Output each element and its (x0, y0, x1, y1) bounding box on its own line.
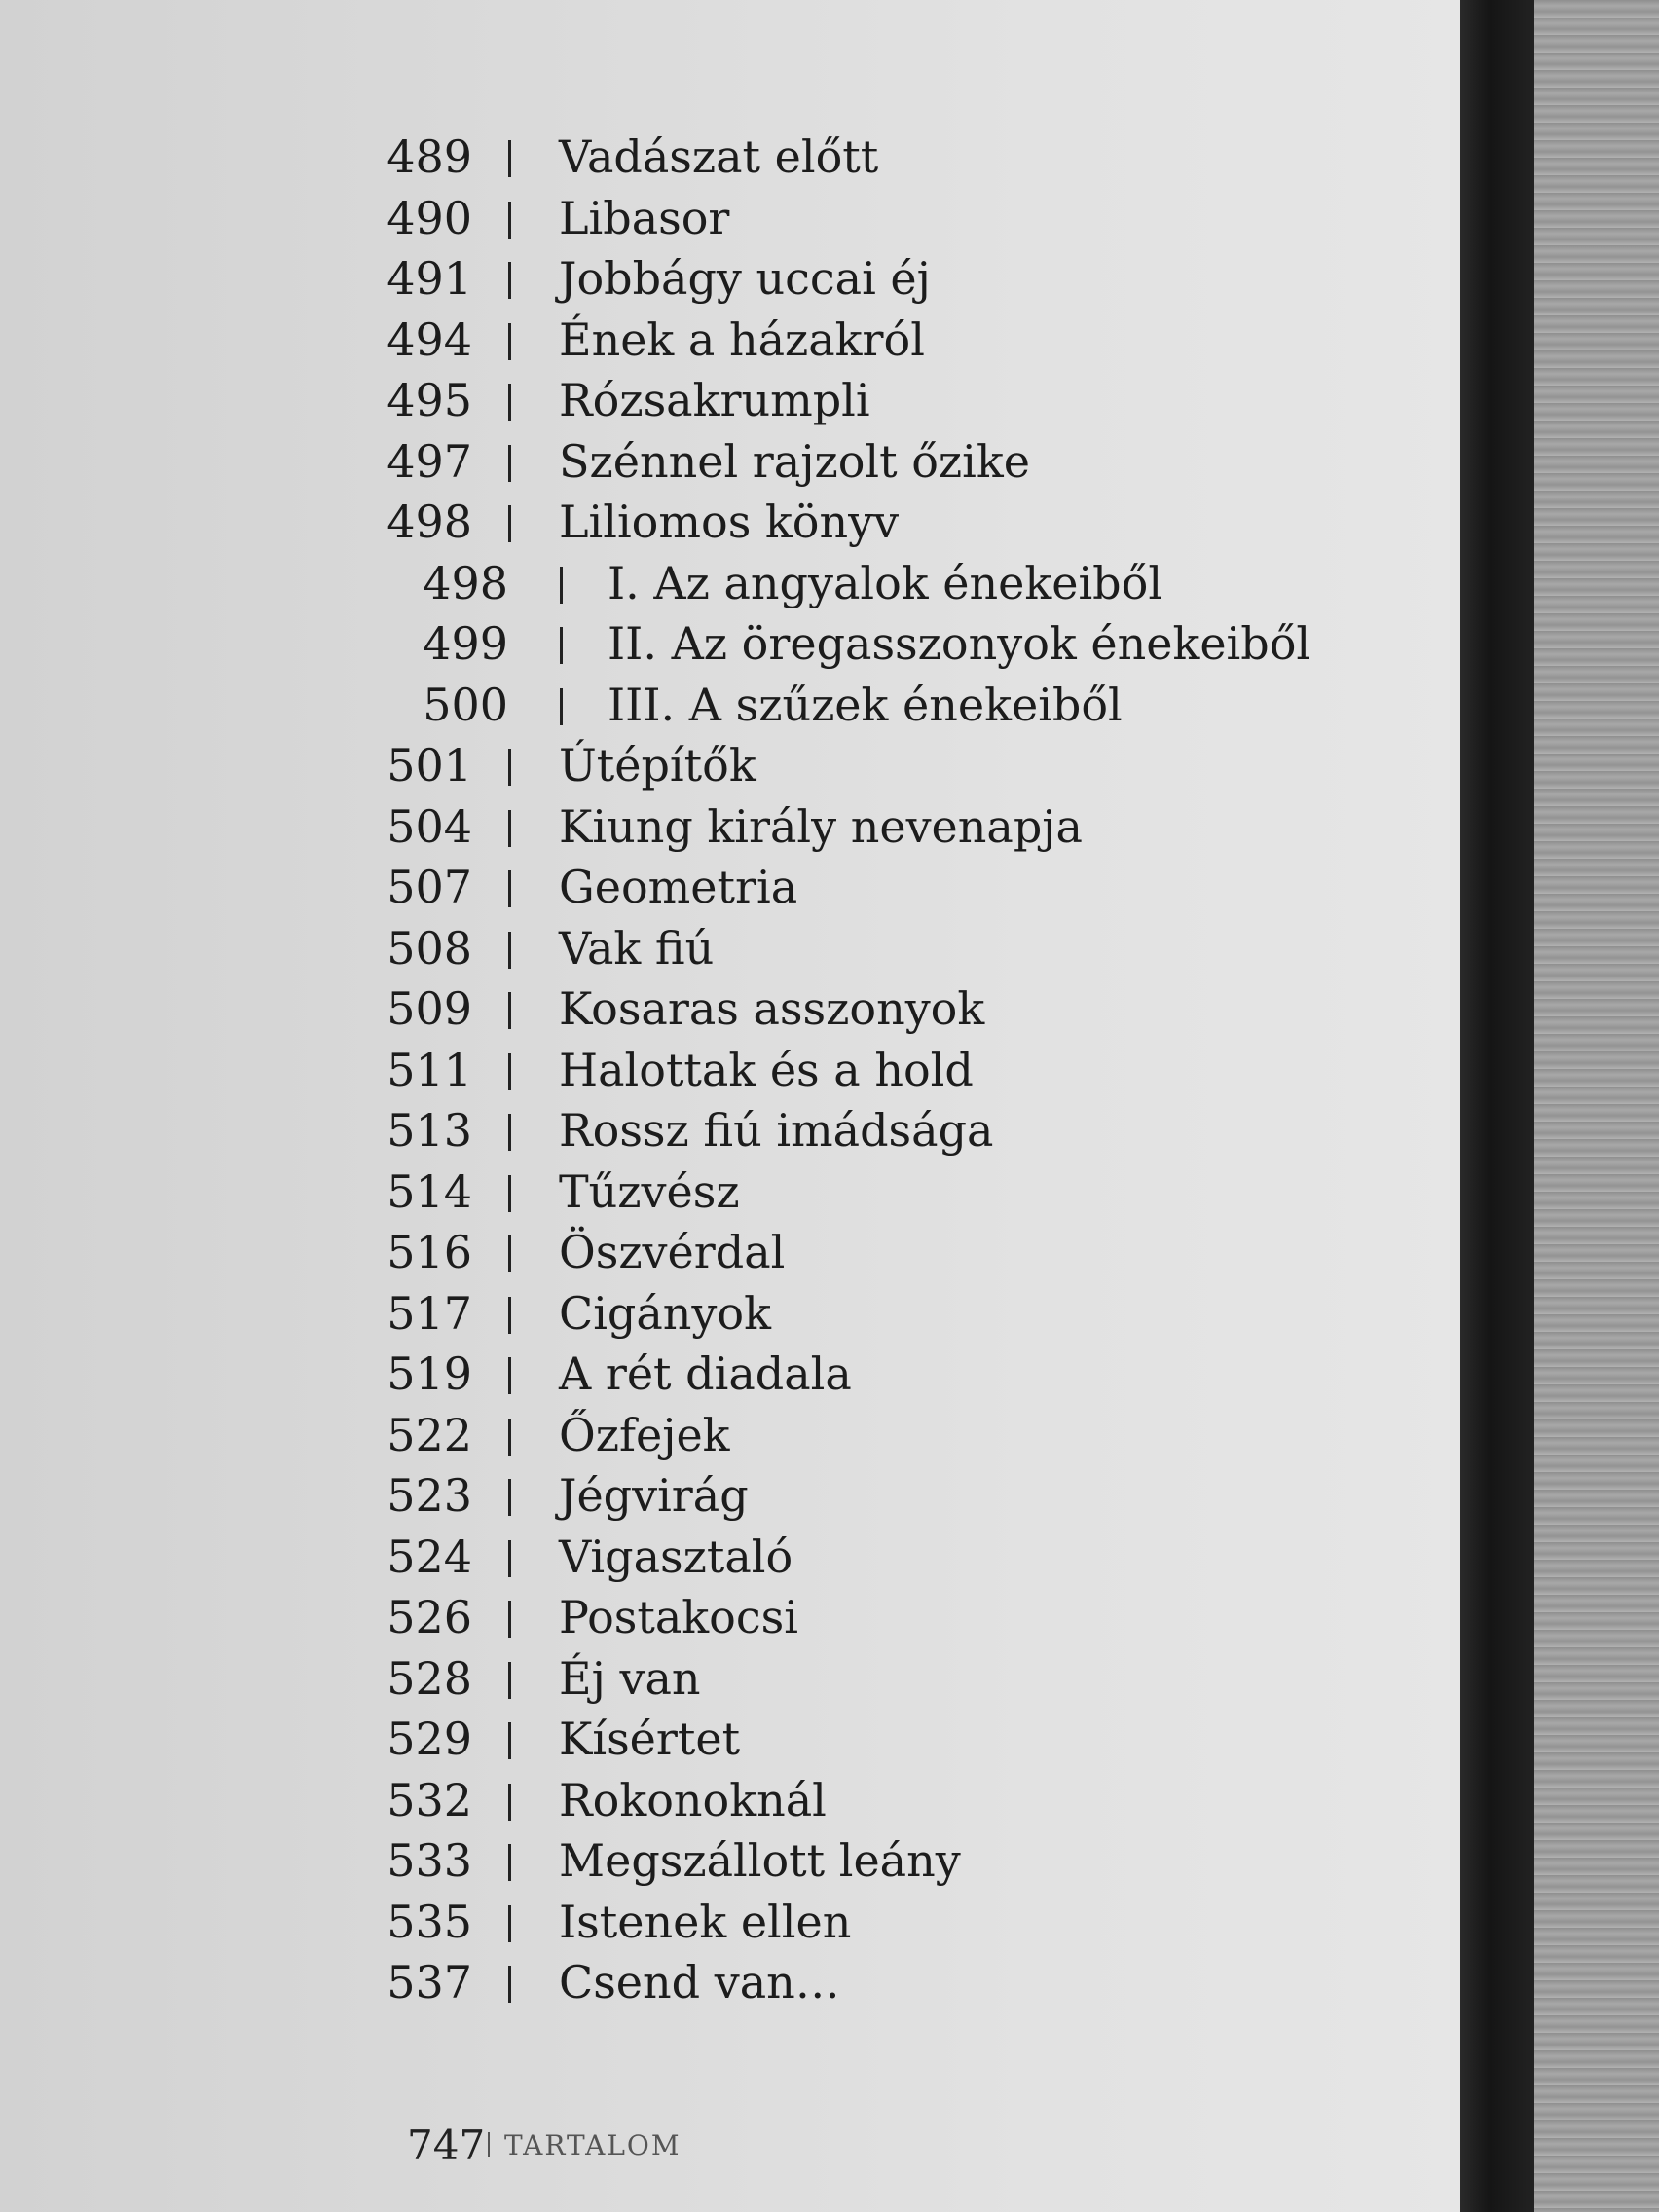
toc-title: Cigányok (559, 1286, 771, 1340)
toc-page-number: 532 (387, 1773, 472, 1826)
toc-page-number: 498 (387, 496, 472, 548)
toc-page-number: 514 (387, 1164, 472, 1218)
toc-separator (508, 1114, 511, 1151)
toc-entry (292, 1040, 1363, 1101)
toc-entry (292, 1161, 1363, 1223)
toc-entry (292, 248, 1363, 310)
toc-title: Csend van… (559, 1956, 840, 2009)
toc-page-number: 516 (387, 1226, 472, 1278)
toc-separator (508, 1053, 511, 1090)
toc-entry (292, 127, 1363, 188)
toc-title: Szénnel rajzolt őzike (559, 434, 1030, 488)
toc-page-number: 497 (387, 434, 472, 488)
page-number: 747 (407, 2121, 486, 2169)
footer-separator (488, 2132, 490, 2157)
toc-page-number: 522 (387, 1408, 472, 1461)
toc-entry (292, 1648, 1363, 1710)
toc-title: Istenek ellen (559, 1895, 852, 1948)
toc-page-number: 504 (387, 799, 472, 853)
toc-separator (508, 1905, 511, 1942)
toc-title: II. Az öregasszonyok énekeiből (608, 617, 1311, 670)
toc-entry (292, 918, 1363, 979)
toc-page-number: 523 (387, 1469, 472, 1522)
toc-page-number: 495 (387, 374, 472, 426)
toc-page-number: 537 (387, 1956, 472, 2009)
toc-page-number: 524 (387, 1530, 472, 1583)
toc-page-number: 494 (387, 313, 472, 366)
toc-separator (508, 1235, 511, 1272)
background-surface (1534, 0, 1659, 2212)
toc-separator (508, 1844, 511, 1881)
toc-separator (508, 749, 511, 786)
toc-subentry (292, 675, 1363, 736)
toc-title: Postakocsi (559, 1591, 798, 1643)
toc-page-number: 533 (387, 1834, 472, 1887)
toc-page-number: 528 (387, 1651, 472, 1705)
toc-page-number: 513 (387, 1104, 472, 1157)
toc-entry (292, 1770, 1363, 1831)
toc-separator (508, 932, 511, 969)
toc-entry (292, 857, 1363, 918)
toc-page-number: 499 (423, 617, 508, 670)
toc-separator (508, 870, 511, 907)
toc-entry (292, 370, 1363, 431)
book-spine (1460, 0, 1534, 2212)
toc-page-number: 507 (387, 861, 472, 913)
toc-page-number: 501 (387, 739, 472, 792)
toc-separator (508, 445, 511, 482)
toc-title: Rózsakrumpli (559, 374, 870, 426)
toc-page-number: 498 (423, 556, 508, 609)
toc-separator (508, 1419, 511, 1456)
toc-separator (508, 1784, 511, 1821)
toc-entry (292, 310, 1363, 371)
toc-title: Libasor (559, 191, 730, 244)
toc-separator (508, 1479, 511, 1516)
toc-entry (292, 492, 1363, 553)
table-of-contents (292, 127, 1363, 2013)
toc-title: III. A szűzek énekeiből (608, 678, 1123, 731)
toc-entry (292, 1344, 1363, 1405)
toc-page-number: 491 (387, 252, 472, 305)
toc-page-number: 500 (423, 678, 508, 731)
toc-separator (508, 1662, 511, 1699)
toc-title: Kísértet (559, 1713, 741, 1765)
toc-separator (508, 505, 511, 542)
toc-separator (508, 323, 511, 360)
toc-title: Tűzvész (559, 1164, 740, 1218)
toc-subentry (292, 553, 1363, 614)
toc-title: Jégvirág (559, 1469, 749, 1522)
toc-separator (508, 1601, 511, 1638)
section-label: TARTALOM (504, 2129, 682, 2161)
toc-separator (508, 384, 511, 421)
toc-title: I. Az angyalok énekeiből (608, 556, 1163, 609)
toc-page-number: 517 (387, 1286, 472, 1340)
toc-entry (292, 1709, 1363, 1770)
toc-title: Kosaras asszonyok (559, 982, 985, 1035)
toc-separator (560, 567, 563, 604)
toc-entry (292, 978, 1363, 1040)
toc-separator (508, 1175, 511, 1212)
toc-title: Öszvérdal (559, 1226, 786, 1278)
toc-title: Geometria (559, 861, 798, 913)
toc-separator (508, 1966, 511, 2003)
toc-separator (508, 202, 511, 239)
toc-entry (292, 1830, 1363, 1892)
toc-entry (292, 188, 1363, 249)
toc-separator (508, 1722, 511, 1759)
toc-title: Éj van (559, 1651, 701, 1705)
toc-entry (292, 431, 1363, 493)
toc-entry (292, 1283, 1363, 1345)
toc-separator (508, 1540, 511, 1577)
toc-entry (292, 1222, 1363, 1283)
toc-entry (292, 1587, 1363, 1648)
toc-page-number: 508 (387, 921, 472, 975)
toc-title: Kiung király nevenapja (559, 799, 1083, 853)
toc-separator (560, 627, 563, 664)
toc-title: Útépítők (559, 739, 756, 792)
toc-title: Halottak és a hold (559, 1043, 974, 1096)
toc-separator (508, 140, 511, 177)
toc-separator (508, 810, 511, 847)
toc-title: Vigasztaló (559, 1530, 793, 1583)
toc-page-number: 509 (387, 982, 472, 1035)
toc-page-number: 535 (387, 1895, 472, 1948)
toc-page-number: 490 (387, 191, 472, 244)
toc-separator (508, 992, 511, 1029)
toc-page-number: 526 (387, 1591, 472, 1643)
toc-title: A rét diadala (559, 1347, 852, 1400)
toc-separator (560, 688, 563, 725)
toc-separator (508, 1357, 511, 1394)
toc-title: Őzfejek (559, 1408, 730, 1461)
toc-entry (292, 1465, 1363, 1527)
toc-title: Vadászat előtt (559, 130, 879, 183)
toc-separator (508, 1297, 511, 1334)
toc-entry (292, 1892, 1363, 1953)
toc-entry (292, 735, 1363, 796)
toc-page-number: 511 (387, 1043, 472, 1096)
toc-entry (292, 796, 1363, 858)
toc-subentry (292, 613, 1363, 675)
toc-entry (292, 1405, 1363, 1466)
toc-title: Liliomos könyv (559, 496, 900, 548)
toc-title: Jobbágy uccai éj (559, 252, 931, 305)
toc-entry (292, 1100, 1363, 1161)
toc-separator (508, 262, 511, 299)
toc-page-number: 519 (387, 1347, 472, 1400)
toc-page-number: 489 (387, 130, 472, 183)
toc-title: Rossz fiú imádsága (559, 1104, 994, 1157)
toc-page-number: 529 (387, 1713, 472, 1765)
toc-entry (292, 1527, 1363, 1588)
toc-title: Vak fiú (559, 921, 715, 975)
toc-title: Rokonoknál (559, 1773, 827, 1826)
toc-title: Ének a házakról (559, 313, 925, 366)
toc-entry (292, 1952, 1363, 2013)
toc-title: Megszállott leány (559, 1834, 961, 1887)
